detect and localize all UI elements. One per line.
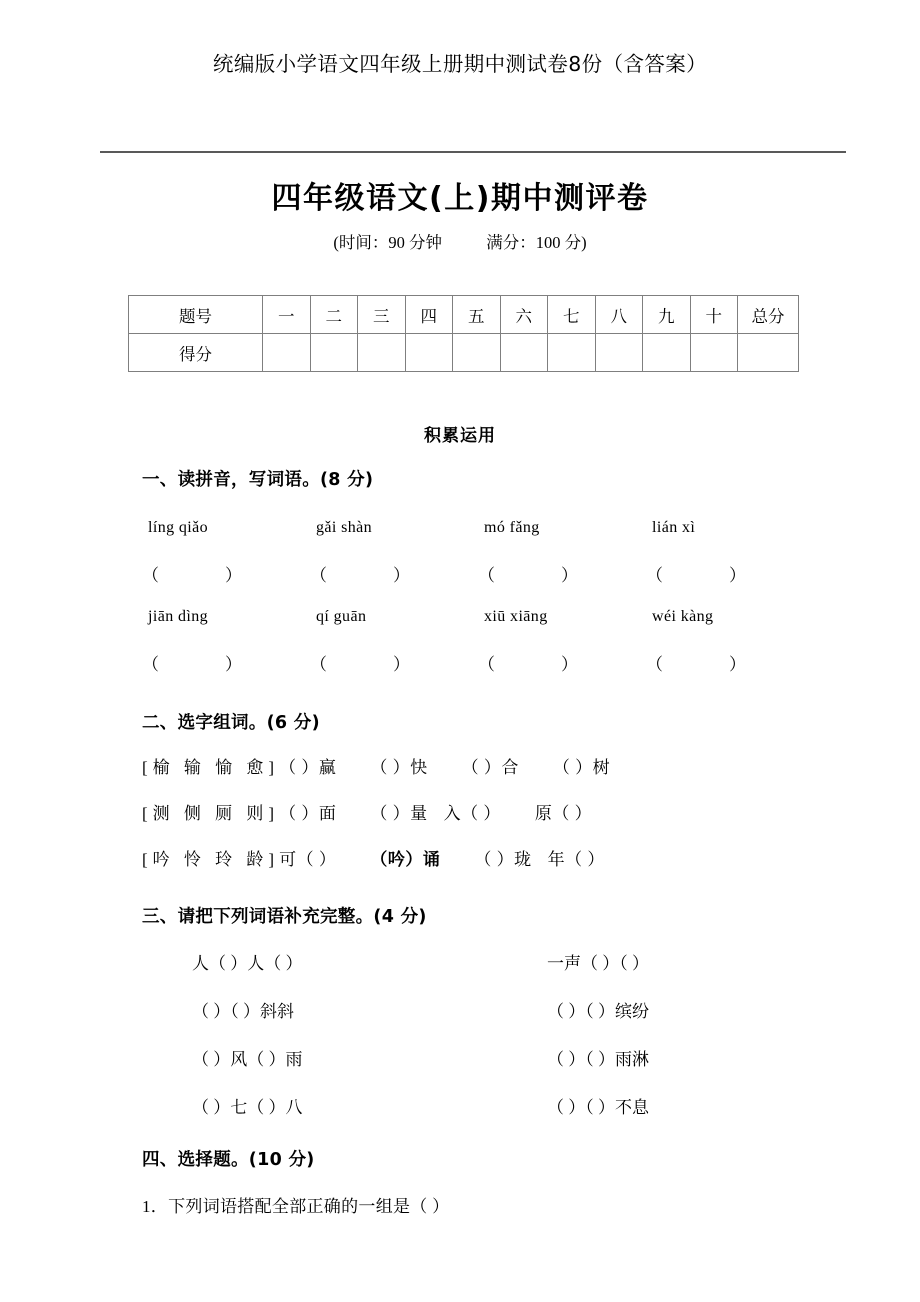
idiom-right-4[interactable]: （ ）（ ）不息 bbox=[547, 1098, 649, 1117]
answer-blank-1-3[interactable] bbox=[478, 561, 646, 586]
paren-open: （ bbox=[142, 566, 159, 585]
column-header-6: 六 bbox=[500, 296, 548, 334]
pinyin-cell-1-2 bbox=[310, 519, 478, 537]
idiom-right-2[interactable]: （ ）（ ）缤纷 bbox=[547, 1002, 649, 1021]
pinyin-text-1-4: lián xì bbox=[652, 519, 696, 536]
column-header-1: 一 bbox=[263, 296, 311, 334]
question-heading-2: 二、选字组词。(6 分) bbox=[142, 713, 320, 733]
idiom-row-3 bbox=[142, 1045, 832, 1070]
column-header-total: 总分 bbox=[738, 296, 799, 334]
row-label-question-number: 题号 bbox=[129, 296, 263, 334]
score-cell-7[interactable] bbox=[548, 334, 596, 372]
paren-open: （ bbox=[646, 655, 663, 674]
select-item-3-1[interactable]: 可（ ） bbox=[279, 850, 337, 869]
paren-open: （ bbox=[646, 566, 663, 585]
select-item-1-1[interactable]: （ ）赢 bbox=[279, 758, 337, 777]
char-bracket-2: [测 侧 厕 则] bbox=[142, 804, 280, 823]
pinyin-cell-1-3 bbox=[478, 519, 646, 537]
question-heading-3: 三、请把下列词语补充完整。(4 分) bbox=[142, 907, 427, 927]
score-cell-9[interactable] bbox=[643, 334, 691, 372]
column-header-7: 七 bbox=[548, 296, 596, 334]
paren-close: ） bbox=[561, 566, 578, 585]
paper-subtitle bbox=[0, 232, 920, 253]
pinyin-row-1 bbox=[142, 519, 822, 537]
select-item-3-4[interactable]: 年（ ） bbox=[547, 850, 605, 869]
answer-blank-2-3[interactable] bbox=[478, 650, 646, 675]
column-header-10: 十 bbox=[690, 296, 738, 334]
score-cell-3[interactable] bbox=[358, 334, 406, 372]
answer-blank-1-1[interactable] bbox=[142, 561, 310, 586]
select-char-line-3 bbox=[142, 845, 605, 870]
score-cell-10[interactable] bbox=[690, 334, 738, 372]
answer-blank-row-1 bbox=[142, 561, 822, 586]
score-cell-6[interactable] bbox=[500, 334, 548, 372]
column-header-8: 八 bbox=[595, 296, 643, 334]
score-table bbox=[128, 295, 799, 372]
paren-open: （ bbox=[478, 566, 495, 585]
document-header bbox=[0, 52, 920, 77]
pinyin-cell-2-1 bbox=[142, 608, 310, 626]
answer-blank-1-2[interactable] bbox=[310, 561, 478, 586]
pinyin-cell-2-2 bbox=[310, 608, 478, 626]
answer-blank-row-2 bbox=[142, 650, 822, 675]
select-item-1-3[interactable]: （ ）合 bbox=[461, 758, 519, 777]
column-header-2: 二 bbox=[310, 296, 358, 334]
char-bracket-3: [吟 怜 玲 龄] bbox=[142, 850, 280, 869]
idiom-left-2[interactable]: （ ）（ ）斜斜 bbox=[192, 1002, 294, 1021]
pinyin-cell-2-3 bbox=[478, 608, 646, 626]
answer-blank-2-4[interactable] bbox=[646, 650, 814, 675]
score-cell-1[interactable] bbox=[263, 334, 311, 372]
header-divider bbox=[100, 151, 846, 153]
idiom-left-1[interactable]: 人（ ）人（ ） bbox=[192, 954, 303, 973]
select-char-line-2 bbox=[142, 799, 592, 824]
question-heading-1: 一、读拼音，写词语。(8 分) bbox=[142, 470, 374, 490]
paren-close: ） bbox=[225, 566, 242, 585]
pinyin-text-1-2: gǎi shàn bbox=[316, 519, 373, 536]
paren-close: ） bbox=[393, 566, 410, 585]
select-item-1-2[interactable]: （ ）快 bbox=[370, 758, 428, 777]
paren-close: ） bbox=[729, 655, 746, 674]
score-cell-4[interactable] bbox=[405, 334, 453, 372]
column-header-4: 四 bbox=[405, 296, 453, 334]
question-heading-4: 四、选择题。(10 分) bbox=[142, 1150, 315, 1170]
idiom-row-1 bbox=[142, 949, 832, 974]
pinyin-text-1-3: mó fǎng bbox=[484, 519, 540, 536]
column-header-3: 三 bbox=[358, 296, 406, 334]
paren-close: ） bbox=[729, 566, 746, 585]
select-item-3-3[interactable]: （ ）珑 bbox=[474, 850, 532, 869]
pinyin-row-2 bbox=[142, 608, 822, 626]
row-label-score: 得分 bbox=[129, 334, 263, 372]
table-row-question-numbers bbox=[129, 296, 799, 334]
score-table-container bbox=[128, 295, 799, 372]
select-item-2-3[interactable]: 入（ ） bbox=[443, 804, 501, 823]
score-cell-total[interactable] bbox=[738, 334, 799, 372]
pinyin-text-2-1: jiān dìng bbox=[148, 608, 209, 625]
document-header-title: 统编版小学语文四年级上册期中测试卷8份（含答案） bbox=[212, 52, 708, 76]
answer-blank-2-2[interactable] bbox=[310, 650, 478, 675]
answer-blank-1-4[interactable] bbox=[646, 561, 814, 586]
score-cell-2[interactable] bbox=[310, 334, 358, 372]
paren-close: ） bbox=[561, 655, 578, 674]
column-header-5: 五 bbox=[453, 296, 501, 334]
subtitle-time: (时间：90 分钟 bbox=[333, 233, 442, 252]
idiom-right-1[interactable]: 一声（ ）（ ） bbox=[547, 954, 649, 973]
select-item-1-4[interactable]: （ ）树 bbox=[552, 758, 611, 777]
pinyin-cell-1-4 bbox=[646, 519, 814, 537]
paren-open: （ bbox=[142, 655, 159, 674]
char-bracket-1: [榆 输 愉 愈] bbox=[142, 758, 280, 777]
score-cell-5[interactable] bbox=[453, 334, 501, 372]
paren-open: （ bbox=[310, 566, 327, 585]
select-item-3-2-filled[interactable]: （吟）诵 bbox=[370, 850, 441, 869]
section-banner-accumulation: 积累运用 bbox=[424, 426, 496, 445]
paren-open: （ bbox=[310, 655, 327, 674]
pinyin-cell-1-1 bbox=[142, 519, 310, 537]
select-char-line-1 bbox=[142, 753, 610, 778]
idiom-row-4 bbox=[142, 1093, 832, 1118]
pinyin-text-2-3: xiū xiāng bbox=[484, 608, 548, 625]
idiom-left-4[interactable]: （ ）七（ ）八 bbox=[192, 1098, 303, 1117]
idiom-row-2 bbox=[142, 997, 832, 1022]
paren-open: （ bbox=[478, 655, 495, 674]
pinyin-cell-2-4 bbox=[646, 608, 814, 626]
select-item-2-4[interactable]: 原（ ） bbox=[534, 804, 593, 823]
paren-close: ） bbox=[225, 655, 242, 674]
idiom-right-3[interactable]: （ ）（ ）雨淋 bbox=[547, 1050, 649, 1069]
choice-question-1[interactable]: 1．下列词语搭配全部正确的一组是（ ） bbox=[142, 1197, 450, 1216]
pinyin-text-2-4: wéi kàng bbox=[652, 608, 714, 625]
pinyin-text-1-1: líng qiǎo bbox=[148, 519, 209, 536]
score-cell-8[interactable] bbox=[595, 334, 643, 372]
paren-close: ） bbox=[393, 655, 410, 674]
idiom-left-3[interactable]: （ ）风（ ）雨 bbox=[192, 1050, 303, 1069]
page-title: 四年级语文(上)期中测评卷 bbox=[271, 181, 649, 216]
answer-blank-2-1[interactable] bbox=[142, 650, 310, 675]
table-row-scores bbox=[129, 334, 799, 372]
pinyin-text-2-2: qí guān bbox=[316, 608, 367, 625]
select-item-2-2[interactable]: （ ）量 bbox=[370, 804, 428, 823]
column-header-9: 九 bbox=[643, 296, 691, 334]
subtitle-total-score: 满分：100 分) bbox=[486, 233, 587, 252]
select-item-2-1[interactable]: （ ）面 bbox=[279, 804, 337, 823]
